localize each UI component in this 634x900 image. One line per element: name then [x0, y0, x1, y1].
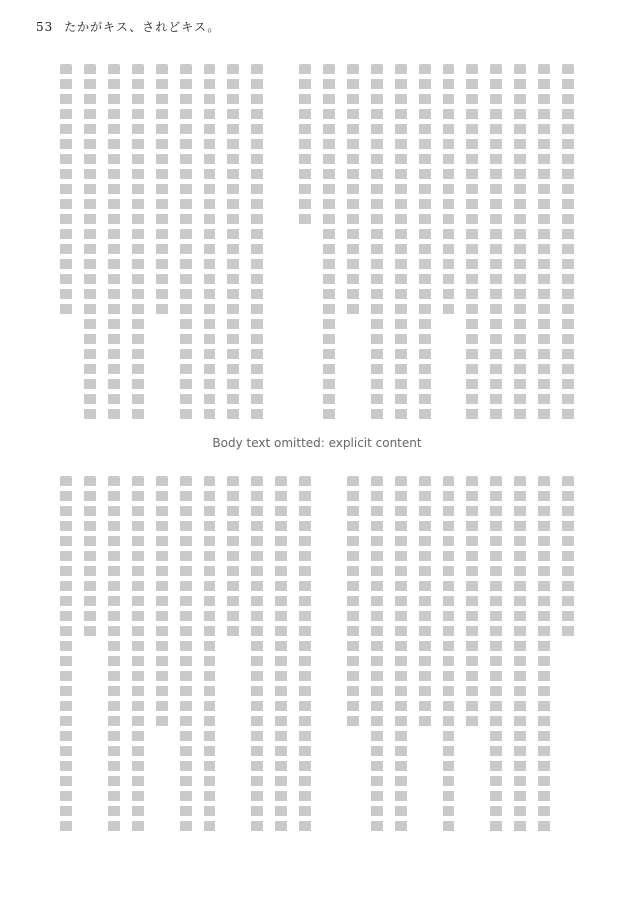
text-column-placeholder [180, 64, 192, 424]
text-column-placeholder [490, 64, 502, 424]
text-column-placeholder [84, 476, 96, 638]
text-column-placeholder [562, 64, 574, 424]
text-column-placeholder [204, 64, 216, 424]
text-column-placeholder [251, 64, 263, 424]
upper-text-block [60, 64, 574, 424]
text-column-placeholder [395, 476, 407, 836]
text-column-placeholder [371, 64, 383, 424]
text-column-placeholder [227, 64, 239, 424]
page-number: 53 [36, 20, 54, 34]
text-column-placeholder [466, 476, 478, 728]
running-header [36, 18, 220, 35]
text-column-placeholder [562, 476, 574, 638]
text-column-placeholder [490, 476, 502, 836]
text-column-placeholder [466, 64, 478, 424]
text-column-placeholder [443, 64, 455, 316]
text-column-placeholder [251, 476, 263, 836]
text-column-placeholder [132, 64, 144, 424]
text-column-gap [323, 476, 335, 836]
text-column-placeholder [156, 476, 168, 728]
text-column-placeholder [395, 64, 407, 424]
text-column-placeholder [84, 64, 96, 424]
text-column-placeholder [227, 476, 239, 638]
text-column-placeholder [299, 64, 311, 226]
text-column-placeholder [108, 64, 120, 424]
text-column-placeholder [371, 476, 383, 836]
text-column-placeholder [299, 476, 311, 836]
text-column-placeholder [108, 476, 120, 836]
lower-text-block [60, 476, 574, 836]
text-column-placeholder [275, 476, 287, 836]
text-column-placeholder [180, 476, 192, 836]
text-column-placeholder [514, 64, 526, 424]
text-column-placeholder [419, 64, 431, 424]
running-title: たかがキス、されどキス。 [64, 20, 221, 34]
text-column-placeholder [347, 64, 359, 316]
text-column-placeholder [538, 476, 550, 836]
text-column-placeholder [347, 476, 359, 728]
text-column-placeholder [538, 64, 550, 424]
text-column-placeholder [60, 64, 72, 316]
text-column-placeholder [514, 476, 526, 836]
omission-notice: Body text omitted: explicit content [212, 436, 422, 450]
text-column-placeholder [204, 476, 216, 836]
text-column-placeholder [132, 476, 144, 836]
text-column-placeholder [323, 64, 335, 424]
text-column-placeholder [419, 476, 431, 728]
text-column-placeholder [60, 476, 72, 836]
text-column-gap [275, 64, 287, 424]
text-column-placeholder [443, 476, 455, 836]
text-column-placeholder [156, 64, 168, 316]
